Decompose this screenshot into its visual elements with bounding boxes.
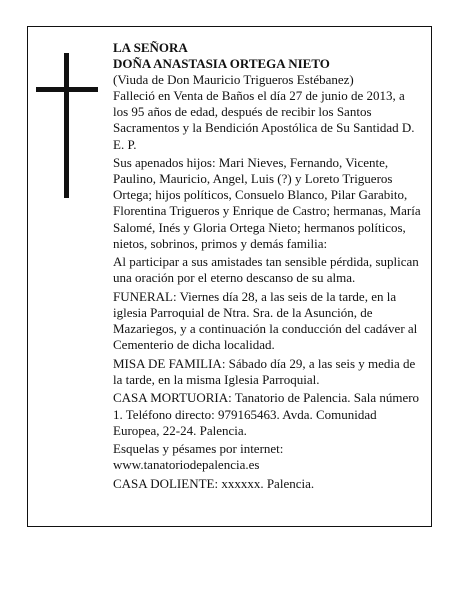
internet-condolences: Esquelas y pésames por internet: www.tanatoriodepalencia.es xyxy=(113,441,284,473)
mortuary-details: CASA MORTUORIA: Tanatorio de Palencia. Sala número 1. Teléfono directo: 979165463. Avda. Comunidad Europea, 22-24. Palencia. xyxy=(113,390,420,438)
widow-line: (Viuda de Don Mauricio Trigueros Estébanez) xyxy=(113,72,354,88)
deceased-name: DOÑA ANASTASIA ORTEGA NIETO xyxy=(113,56,330,72)
family-list: Sus apenados hijos: Mari Nieves, Fernando, Vicente, Paulino, Mauricio, Angel, Luis (?) y Loreto Trigueros Ortega; hijos políticos, Consuelo Blanco, Pilar Garabito, Florentina Trigueros y Enrique de Castro; hermanas, María Salomé, Inés y Gloria Ortega Nieto; hermanos políticos, nietos, sobrinos, primos y demás familia: xyxy=(113,155,421,251)
death-announcement: Falleció en Venta de Baños el día 27 de junio de 2013, a los 95 años de edad, después de recibir los Santos Sacramentos y la Bendición Apostólica de Su Santidad D. E. P. xyxy=(113,88,415,152)
funeral-details: FUNERAL: Viernes día 28, a las seis de la tarde, en la iglesia Parroquial de Ntra. Sra. de la Asunción, de Mazariegos, y a continuación la conducción del cadáver al Cementerio de dicha localidad. xyxy=(113,288,418,353)
cross-vertical-bar xyxy=(64,53,69,198)
mourning-house: CASA DOLIENTE: xxxxxx. Palencia. xyxy=(113,475,315,491)
obituary-heading: LA SEÑORA xyxy=(113,40,188,55)
obituary-text xyxy=(113,40,423,495)
prayer-request: Al participar a sus amistades tan sensible pérdida, suplican una oración por el eterno descanso de su alma. xyxy=(113,254,419,286)
latin-cross-icon xyxy=(36,53,98,198)
cross-horizontal-bar xyxy=(36,87,98,92)
family-mass-details: MISA DE FAMILIA: Sábado día 29, a las seis y media de la tarde, en la misma Iglesia Parroquial. xyxy=(113,355,416,387)
